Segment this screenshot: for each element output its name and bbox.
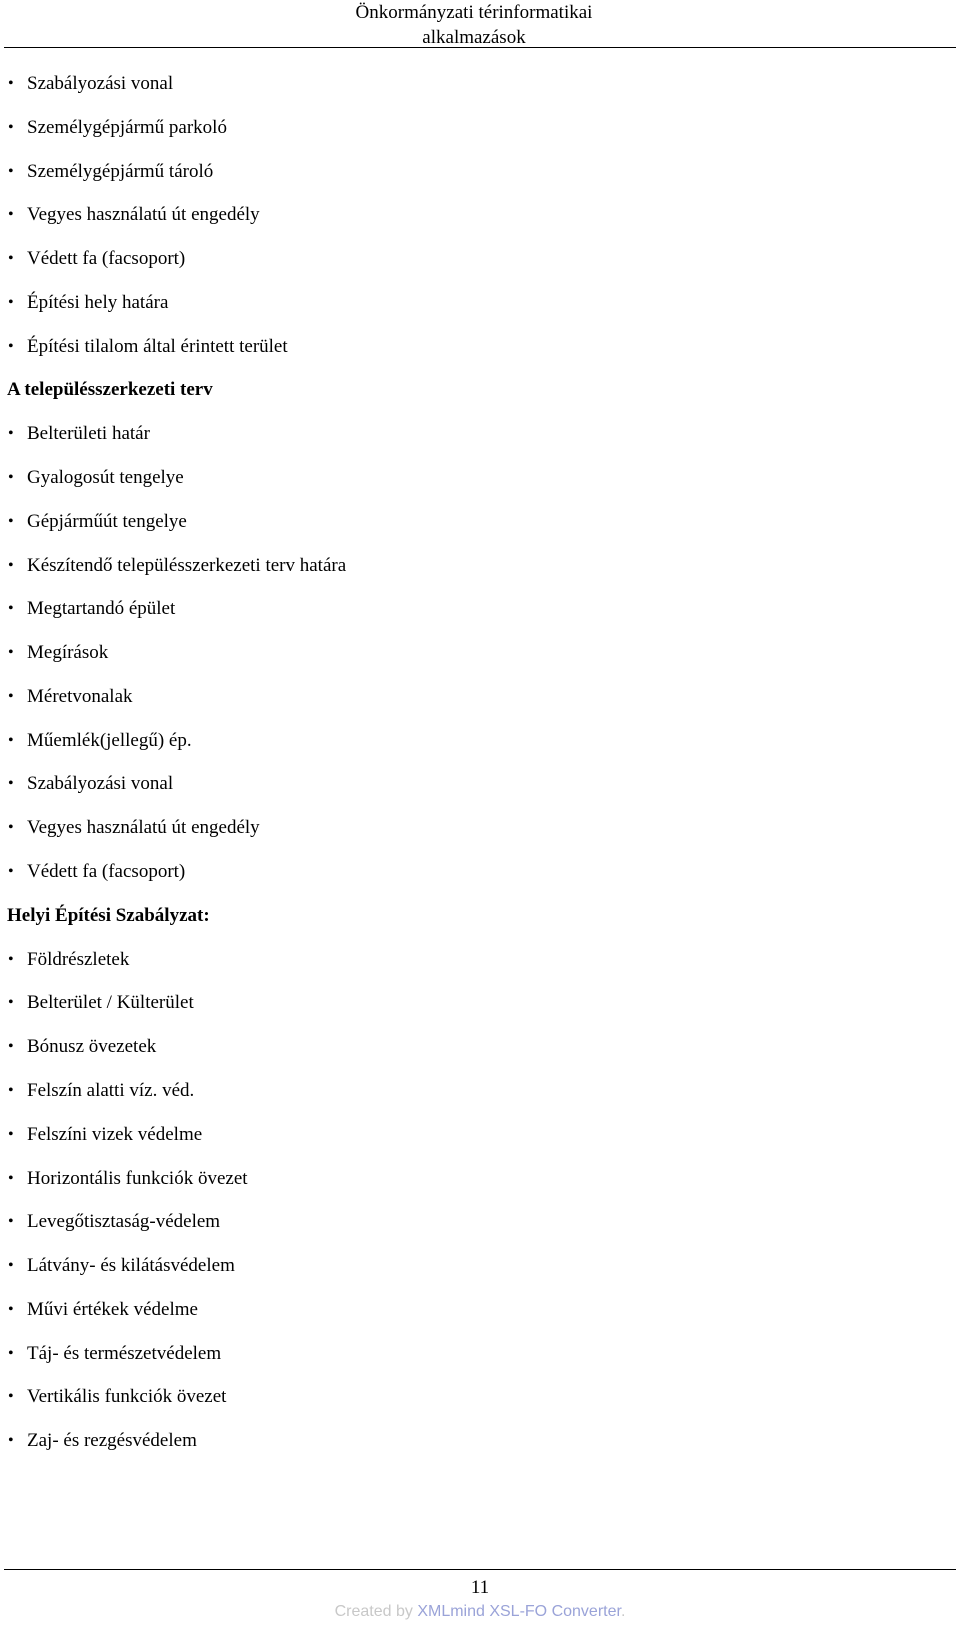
list-item-text: Horizontális funkciók övezet (27, 1168, 248, 1189)
list-item-text: Táj- és természetvédelem (27, 1343, 222, 1364)
header-title-line2: alkalmazások (422, 27, 526, 48)
bullet-icon: • (8, 863, 14, 880)
list-item-text: Védett fa (facsoport) (27, 861, 186, 882)
creator-brand-link[interactable]: XMLmind XSL-FO Converter (417, 1603, 621, 1620)
bullet-icon: • (8, 119, 14, 136)
list-item-text: Készítendő településszerkezeti terv határa (27, 555, 347, 576)
list-item-text: Vegyes használatú út engedély (27, 204, 260, 225)
bullet-icon: • (8, 1213, 14, 1230)
bullet-icon: • (8, 1038, 14, 1055)
header-rule (4, 47, 956, 48)
bullet-icon: • (8, 250, 14, 267)
list-item-text: Levegőtisztaság-védelem (27, 1211, 221, 1232)
list-item-text: Látvány- és kilátásvédelem (27, 1255, 235, 1276)
list-item-text: Felszíni vizek védelme (27, 1124, 203, 1145)
list-item-text: Műemlék(jellegű) ép. (27, 730, 192, 751)
footer-rule (4, 1569, 956, 1570)
creator-prefix: Created by (334, 1603, 418, 1620)
creator-note (300, 1601, 660, 1623)
bullet-icon: • (8, 1345, 14, 1362)
list-item-text: Bónusz övezetek (27, 1036, 157, 1057)
list-item-text: Megtartandó épület (27, 598, 176, 619)
page-header (0, 0, 960, 50)
bullet-icon: • (8, 688, 14, 705)
list-item-text: Méretvonalak (27, 686, 133, 707)
bullet-icon: • (8, 994, 14, 1011)
bullet-icon: • (8, 1257, 14, 1274)
list-item-text: Személygépjármű parkoló (27, 117, 227, 138)
list-item-text: Felszín alatti víz. véd. (27, 1080, 195, 1101)
bullet-icon: • (8, 294, 14, 311)
bullet-icon: • (8, 644, 14, 661)
bullet-icon: • (8, 1126, 14, 1143)
bullet-icon: • (8, 819, 14, 836)
page-number: 11 (470, 1577, 490, 1598)
list-item-text: Gépjárműút tengelye (27, 511, 187, 532)
bullet-icon: • (8, 1301, 14, 1318)
list-item-text: Vertikális funkciók övezet (27, 1386, 227, 1407)
bullet-icon: • (8, 600, 14, 617)
list-item-text: Gyalogosút tengelye (27, 467, 184, 488)
list-item-text: Művi értékek védelme (27, 1299, 198, 1320)
list-item-text: Védett fa (facsoport) (27, 248, 186, 269)
section-heading: A településszerkezeti terv (7, 379, 213, 400)
list-item-text: Megírások (27, 642, 109, 663)
bullet-icon: • (8, 1170, 14, 1187)
list-item-text: Belterületi határ (27, 423, 150, 444)
list-item-text: Belterület / Külterület (27, 992, 194, 1013)
bullet-icon: • (8, 1082, 14, 1099)
header-title (334, 0, 614, 50)
bullet-icon: • (8, 775, 14, 792)
bullet-icon: • (8, 1388, 14, 1405)
list-item-text: Zaj- és rezgésvédelem (27, 1430, 197, 1451)
bullet-icon: • (8, 469, 14, 486)
bullet-icon: • (8, 557, 14, 574)
list-item-text: Földrészletek (27, 949, 130, 970)
list-item-text: Vegyes használatú út engedély (27, 817, 260, 838)
list-item-text: Szabályozási vonal (27, 773, 174, 794)
list-item-text: Személygépjármű tároló (27, 161, 214, 182)
section-heading: Helyi Építési Szabályzat: (7, 905, 210, 926)
header-title-line1: Önkormányzati térinformatikai (355, 2, 593, 23)
list-item-text: Szabályozási vonal (27, 73, 174, 94)
bullet-icon: • (8, 206, 14, 223)
bullet-icon: • (8, 732, 14, 749)
list-item-text: Építési tilalom által érintett terület (27, 336, 288, 357)
bullet-icon: • (8, 513, 14, 530)
creator-suffix: . (620, 1603, 626, 1620)
bullet-icon: • (8, 163, 14, 180)
list-item-text: Építési hely határa (27, 292, 169, 313)
bullet-icon: • (8, 75, 14, 92)
bullet-icon: • (8, 1432, 14, 1449)
bullet-icon: • (8, 951, 14, 968)
bullet-icon: • (8, 338, 14, 355)
bullet-icon: • (8, 425, 14, 442)
